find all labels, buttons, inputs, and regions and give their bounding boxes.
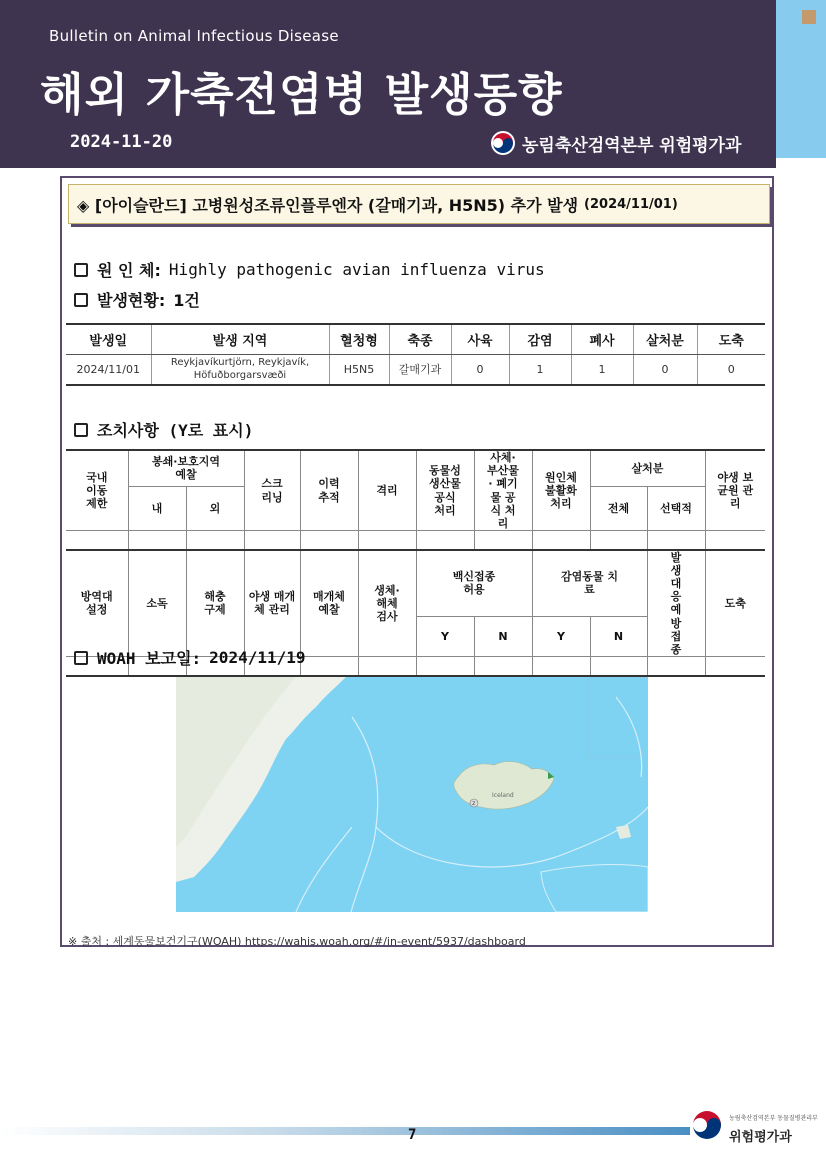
measure-treatment: 감염동물 치료 [532, 550, 647, 617]
status-value: 1건 [173, 291, 200, 310]
measure-pest-control: 해충 구제 [186, 550, 244, 657]
cell-dead: 1 [571, 354, 633, 385]
woah-label: WOAH 보고일: [97, 649, 202, 668]
cell-serotype: H5N5 [329, 354, 389, 385]
bulletin-label: Bulletin on Animal Infectious Disease [49, 27, 339, 45]
measure-movement: 국내 이동 제한 [66, 450, 128, 531]
value-cell [474, 657, 532, 676]
col-header: 폐사 [571, 324, 633, 354]
value-cell [705, 657, 765, 676]
measure-product-disposal: 동물성 생산물 공식 처리 [416, 450, 474, 531]
cell-slaughtered: 0 [697, 354, 765, 385]
measure-carcass-disposal: 사체· 부산물· 폐기물 공식 처리 [474, 450, 532, 531]
cell-date: 2024/11/01 [66, 354, 151, 385]
value-cell [590, 657, 647, 676]
checkbox-square-icon [74, 293, 88, 307]
value-cell [416, 657, 474, 676]
status-line [74, 288, 200, 311]
page-number: 7 [408, 1127, 417, 1143]
value-cell [66, 531, 128, 550]
outbreak-table [66, 323, 765, 386]
iceland-label: Iceland [492, 792, 514, 799]
woah-date: 2024/11/19 [209, 648, 306, 667]
value-cell [647, 657, 705, 676]
measure-isolation: 격리 [358, 450, 416, 531]
value-cell [416, 531, 474, 550]
measure-slaughter-inspection: 생체· 해체 검사 [358, 550, 416, 657]
measures-line [74, 418, 253, 441]
measure-wild-vector: 야생 매개체 관리 [244, 550, 300, 657]
value-cell [705, 531, 765, 550]
measure-containment: 봉쇄·보호지역 예찰 [128, 450, 244, 486]
cell-raised: 0 [451, 354, 509, 385]
measure-culling-selective: 선택적 [647, 486, 705, 530]
col-header: 감염 [509, 324, 571, 354]
map-svg [176, 677, 648, 912]
taegeuk-emblem-icon [490, 130, 516, 156]
value-cell [128, 531, 186, 550]
publish-date: 2024-11-20 [70, 132, 173, 152]
table-row [66, 354, 765, 385]
value-cell [532, 531, 590, 550]
org-name: 농림축산검역본부 위험평가과 [522, 135, 742, 156]
value-cell [300, 531, 358, 550]
value-cell [358, 531, 416, 550]
treatment-n: N [590, 616, 647, 656]
footer-gradient-bar [0, 1127, 690, 1135]
checkbox-square-icon [74, 423, 88, 437]
org-label [490, 130, 741, 156]
status-label: 발생현황: [97, 291, 166, 310]
cell-species: 갈매기과 [389, 354, 451, 385]
side-accent-square [802, 10, 816, 24]
marker-count: 2 [472, 801, 476, 807]
col-header: 살처분 [633, 324, 697, 354]
source-note: ※ 출처 : 세계동물보건기구(WOAH) https://wahis.woah.org/#/in-event/5937/dashboard [68, 935, 526, 948]
measure-wildlife: 야생 보균원 관리 [705, 450, 765, 531]
measure-quarantine-zone: 방역대 설정 [66, 550, 128, 657]
treatment-y: Y [532, 616, 590, 656]
measure-inactivation: 원인체 불활화 처리 [532, 450, 590, 531]
footer-org-small: 농림축산검역본부 동물질병관리부 [729, 1115, 818, 1122]
measure-tracing: 이력 추적 [300, 450, 358, 531]
value-cell [647, 531, 705, 550]
measures-row2-head [66, 550, 765, 617]
cell-infected: 1 [509, 354, 571, 385]
section-title-text: ◈ [아이슬란드] 고병원성조류인플루엔자 (갈매기과, H5N5) 추가 발생 [77, 195, 579, 215]
value-cell [474, 531, 532, 550]
measures-row1-values [66, 531, 765, 550]
measure-vaccination: 백신접종 허용 [416, 550, 532, 617]
pathogen-line [74, 258, 545, 281]
page-title: 해외 가축전염병 발생동향 [40, 68, 563, 121]
vaccination-n: N [474, 616, 532, 656]
measure-outside: 외 [186, 486, 244, 530]
cell-culled: 0 [633, 354, 697, 385]
measures-row1-head [66, 450, 765, 486]
col-header: 축종 [389, 324, 451, 354]
measure-slaughter: 도축 [705, 550, 765, 657]
col-header: 사육 [451, 324, 509, 354]
measure-disinfection: 소독 [128, 550, 186, 657]
checkbox-square-icon [74, 263, 88, 277]
value-cell [186, 531, 244, 550]
outbreak-map[interactable] [176, 677, 648, 912]
value-cell [244, 531, 300, 550]
measures-table [66, 449, 765, 677]
section-title [68, 184, 770, 224]
measure-inside: 내 [128, 486, 186, 530]
col-header: 발생일 [66, 324, 151, 354]
pathogen-label: 원 인 체: [97, 261, 161, 280]
value-cell [300, 657, 358, 676]
value-cell [532, 657, 590, 676]
eez-south [541, 865, 648, 912]
section-title-date: (2024/11/01) [584, 196, 678, 212]
cell-location: Reykjavíkurtjörn, Reykjavík, Höfuðborgarsvæði [151, 354, 329, 385]
footer-dept: 위험평가과 [729, 1130, 792, 1145]
measure-culling-all: 전체 [590, 486, 647, 530]
value-cell [590, 531, 647, 550]
side-accent-bar [776, 0, 826, 158]
vaccination-y: Y [416, 616, 474, 656]
col-header: 혈청형 [329, 324, 389, 354]
measure-vector-surveillance: 매개체 예찰 [300, 550, 358, 657]
taegeuk-logo-icon [690, 1108, 724, 1142]
woah-line [74, 646, 306, 669]
measure-screening: 스크 리닝 [244, 450, 300, 531]
outbreak-header-row [66, 324, 765, 354]
checkbox-square-icon [74, 651, 88, 665]
measures-label: 조치사항 (Y로 표시) [97, 421, 254, 440]
col-header: 도축 [697, 324, 765, 354]
col-header: 발생 지역 [151, 324, 329, 354]
value-cell [358, 657, 416, 676]
pathogen-value: Highly pathogenic avian influenza virus [168, 260, 545, 279]
measure-culling: 살처분 [590, 450, 705, 486]
measure-prevention-vaccination: 발생 대응 예방 접종 [647, 550, 705, 657]
